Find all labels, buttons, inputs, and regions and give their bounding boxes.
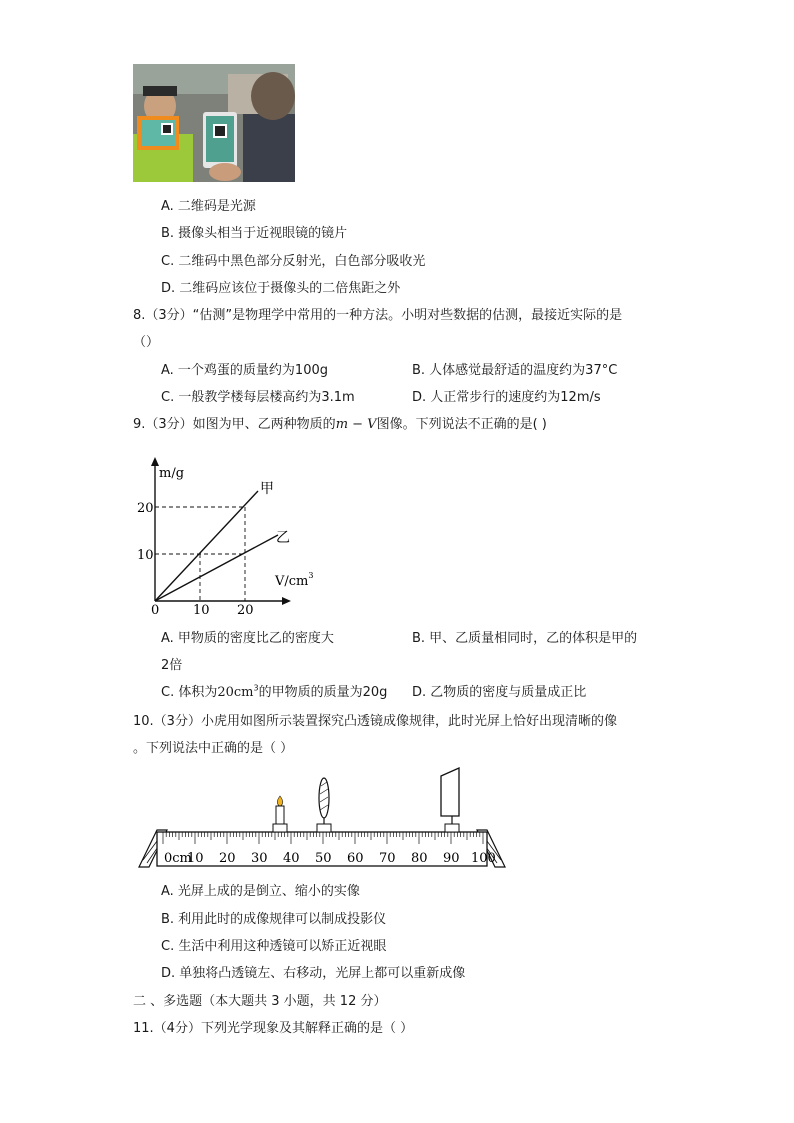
qr-scan-photo xyxy=(133,64,295,182)
q10-stem: 10.（3分）小虎用如图所示装置探究凸透镜成像规律，此时光屏上恰好出现清晰的像 xyxy=(133,714,617,729)
q10-option-a: A. 光屏上成的是倒立、缩小的实像 xyxy=(161,884,360,899)
y-tick-20: 20 xyxy=(137,501,154,516)
q9-option-b: B. 甲、乙质量相同时，乙的体积是甲的 xyxy=(412,631,638,646)
q9-option-c-value: 20cm xyxy=(217,685,254,700)
q7-option-c: C. 二维码中黑色部分反射光，白色部分吸收光 xyxy=(161,254,426,269)
m-v-graph xyxy=(133,453,313,619)
q8-stem: 8.（3分）“估测”是物理学中常用的一种方法。小明对些数据的估测，最接近实际的是 xyxy=(133,308,623,323)
screen-holder xyxy=(445,824,459,832)
q9-stem-math: m − V xyxy=(335,417,377,432)
bench-label: 90 xyxy=(443,851,460,866)
line-jia xyxy=(155,491,258,601)
q9-stem-after: 图像。下列说法不正确的是( ) xyxy=(376,417,547,432)
candle-flame xyxy=(277,796,282,806)
q7-option-b: B. 摄像头相当于近视眼镜的镜片 xyxy=(161,226,348,241)
q8-option-d: D. 人正常步行的速度约为12m/s xyxy=(412,390,601,405)
origin-label: 0 xyxy=(151,603,160,618)
bench-label: 30 xyxy=(251,851,268,866)
bench-label: 60 xyxy=(347,851,364,866)
bench-label: 20 xyxy=(219,851,236,866)
bench-label: 50 xyxy=(315,851,332,866)
x-tick-10: 10 xyxy=(193,603,210,618)
bench-label: 10 xyxy=(187,851,204,866)
q9-option-c xyxy=(161,681,387,700)
q9-option-c-before: C. 体积为 xyxy=(161,685,218,700)
q8-stem-cont: （） xyxy=(133,335,160,350)
x-axis-label xyxy=(274,571,313,589)
candle-holder xyxy=(273,824,287,832)
x-axis-label-sup: 3 xyxy=(308,571,313,580)
light-screen xyxy=(441,768,459,816)
bench-label: 80 xyxy=(411,851,428,866)
optical-bench xyxy=(133,762,513,870)
section-heading: 二 、多选题（本大题共 3 小题，共 12 分） xyxy=(133,994,387,1009)
y-axis-arrow xyxy=(151,457,159,466)
q9-stem-before: 9.（3分）如图为甲、乙两种物质的 xyxy=(133,417,336,432)
q9-stem xyxy=(133,413,547,432)
bench-label: 100 xyxy=(471,851,496,866)
candle xyxy=(276,806,284,824)
x-axis-label-text: V/cm xyxy=(275,574,309,589)
q9-option-d: D. 乙物质的密度与质量成正比 xyxy=(412,685,587,700)
x-tick-20: 20 xyxy=(237,603,254,618)
q8-option-a: A. 一个鸡蛋的质量约为100g xyxy=(161,363,328,378)
y-tick-10: 10 xyxy=(137,548,154,563)
line-label-jia: 甲 xyxy=(260,481,274,497)
q7-option-a: A. 二维码是光源 xyxy=(161,199,256,214)
q9-option-c-sup: 3 xyxy=(253,683,259,693)
x-axis-arrow xyxy=(282,597,291,605)
bench-label: 0cm xyxy=(164,851,192,866)
y-axis-label: m/g xyxy=(159,466,185,481)
q8-option-b: B. 人体感觉最舒适的温度约为37°C xyxy=(412,363,618,378)
q7-option-d: D. 二维码应该位于摄像头的二倍焦距之外 xyxy=(161,281,401,296)
bench-label: 40 xyxy=(283,851,300,866)
line-yi xyxy=(155,535,278,601)
lens-holder xyxy=(317,824,331,832)
photo-illustration xyxy=(133,64,295,182)
q10-option-b: B. 利用此时的成像规律可以制成投影仪 xyxy=(161,912,387,927)
q9-option-b-cont: 2倍 xyxy=(161,658,183,673)
q10-stem-cont: 。下列说法中正确的是（ ） xyxy=(133,741,294,756)
q10-option-d: D. 单独将凸透镜左、右移动，光屏上都可以重新成像 xyxy=(161,966,466,981)
q9-option-c-after: 的甲物质的质量为20g xyxy=(258,685,388,700)
q10-option-c: C. 生活中利用这种透镜可以矫正近视眼 xyxy=(161,939,387,954)
line-label-yi: 乙 xyxy=(276,530,290,546)
bench-label: 70 xyxy=(379,851,396,866)
q8-option-c: C. 一般教学楼每层楼高约为3.1m xyxy=(161,390,355,405)
q9-option-a: A. 甲物质的密度比乙的密度大 xyxy=(161,631,334,646)
q11-stem: 11.（4分）下列光学现象及其解释正确的是（ ） xyxy=(133,1021,414,1036)
